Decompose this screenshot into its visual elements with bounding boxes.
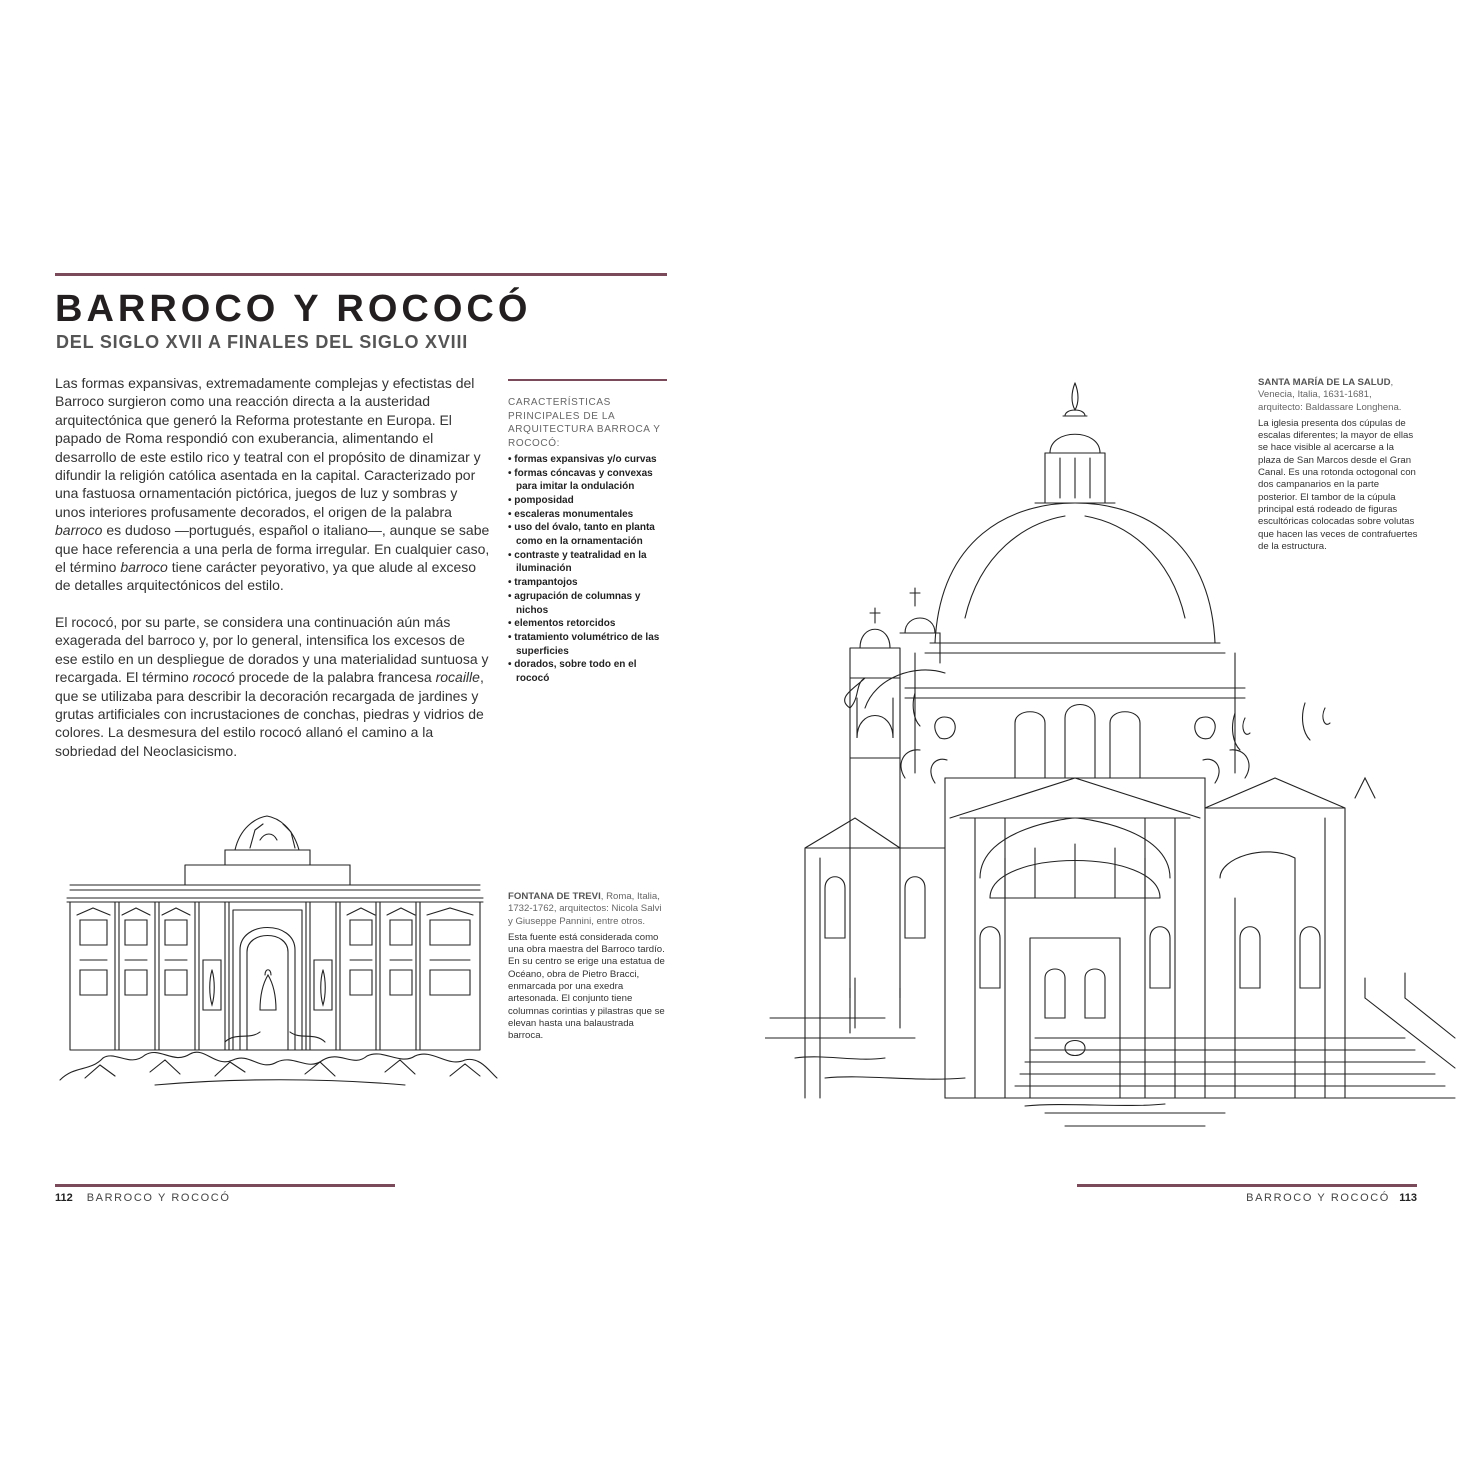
features-list (508, 453, 668, 686)
feature-item: • tratamiento volumétrico de las superficies (508, 631, 660, 657)
top-rule (55, 273, 667, 276)
trevi-details: , Roma, Italia, 1732-1762, arquitectos: Nicola Salvi y Giuseppe Pannini, entre otros. (508, 891, 662, 927)
page-title: BARROCO Y ROCOCÓ (55, 288, 532, 330)
trevi-fountain-illustration (55, 810, 500, 1090)
paragraph-barroco: Las formas expansivas, extremadamente complejas y efectistas del Barroco surgieron como una reacción directa a la austeridad arquitectónica que generó la Reforma protestante en Europa. El papado de Roma respondió con exuberancia, alimentando el desarrollo de este estilo rico y teatral con el propósito de dinamizar y difundir la religión católica asentada en la capital. Caracterizado por una fastuosa ornamentación pictórica, juegos de luz y sombras y unos interiores profusamente decorados, el origen de la palabra barroco es dudoso —portugués, español o italiano—, aunque se sabe que hace referencia a una perla de forma irregular. En cualquier caso, el término barroco tiene carácter peyorativo, ya que alude al exceso de detalles arquitectónicos del estilo. (55, 375, 490, 594)
body-text (55, 374, 490, 778)
feature-item: • contraste y teatralidad en la iluminación (508, 549, 647, 575)
folio-right (1246, 1192, 1417, 1204)
feature-item: • agrupación de columnas y nichos (508, 590, 641, 616)
features-rule (508, 379, 667, 381)
salud-text: La iglesia presenta dos cúpulas de escalas diferentes; la mayor de ellas se hace visible al acercarse a la plaza de San Marcos desde el Gran Canal. Es una rotonda octogonal con dos campanarios en la parte posterior. El tambor de la cúpula principal está rodeado de figuras escultóricas colocadas sobre volutas que hacen las veces de contrafuertes de la estructura. (1258, 417, 1418, 552)
page-number-right: 113 (1399, 1192, 1417, 1204)
trevi-text: Esta fuente está considerada como una obra maestra del Barroco tardío. En su centro se erige una estatua de Océano, obra de Pietro Bracci, enmarcada por una exedra artesonada. El conjunto tiene columnas corintias y pilastras que se elevan hasta una balaustrada barroca. (508, 931, 665, 1042)
page-subtitle: DEL SIGLO XVII A FINALES DEL SIGLO XVIII (56, 332, 469, 352)
paragraph-rococo: El rococó, por su parte, se considera una continuación aún más exagerada del barroco y, por lo general, intensifica los excesos de ese estilo en un despliegue de dorados y una materialidad suntuosa y recargada. El término rococó procede de la palabra francesa rocaille, que se utilizaba para describir la decoración recargada de jardines y grutas artificiales con incrustaciones de conchas, piedras y vidrios de colores. La desmesura del estilo rococó allanó el camino a la sobriedad del Neoclasicismo. (55, 613, 489, 759)
footer-rule-right (1077, 1184, 1417, 1187)
salud-name: SANTA MARÍA DE LA SALUD (1258, 377, 1391, 388)
feature-item: • escaleras monumentales (508, 508, 634, 520)
feature-item: • elementos retorcidos (508, 618, 616, 630)
feature-item: • uso del óvalo, tanto en planta como en la ornamentación (508, 522, 655, 548)
page-number-left: 112 (55, 1192, 73, 1204)
feature-item: • pomposidad (508, 494, 574, 506)
feature-item: • trampantojos (508, 577, 578, 589)
feature-item: • dorados, sobre todo en el rococó (508, 659, 637, 685)
trevi-caption (508, 891, 668, 1043)
santa-maria-salud-illustration (765, 378, 1460, 1130)
features-box (508, 396, 668, 686)
folio-left (55, 1192, 231, 1204)
footer-rule-left (55, 1184, 395, 1187)
features-title: CARACTERÍSTICAS PRINCIPALES DE LA ARQUITECTURA BARROCA Y ROCOCÓ: (508, 397, 661, 450)
trevi-name: FONTANA DE TREVI (508, 891, 601, 902)
salud-details: , Venecia, Italia, 1631-1681, arquitecto: Baldassare Longhena. (1258, 377, 1402, 413)
feature-item: • formas cóncavas y convexas para imitar la ondulación (508, 467, 653, 493)
running-head-right: BARROCO Y ROCOCÓ (1246, 1192, 1390, 1204)
feature-item: • formas expansivas y/o curvas (508, 453, 657, 465)
running-head-left: BARROCO Y ROCOCÓ (86, 1192, 231, 1204)
